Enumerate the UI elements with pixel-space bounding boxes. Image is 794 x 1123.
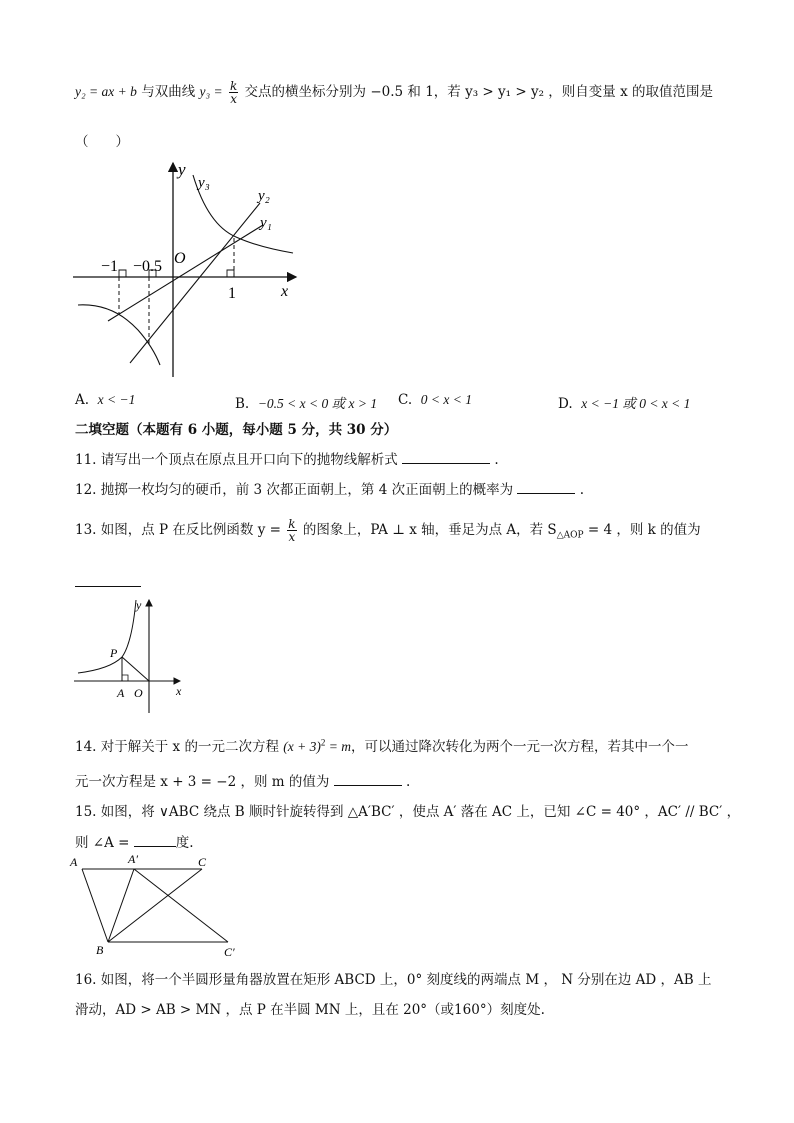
q14-equation: $(x + 3)^2 = m$ (283, 737, 351, 754)
q14-text-2: ，可以通过降次转化为两个一元一次方程，若其中一个一 (350, 739, 689, 755)
q13-text-1: 13. 如图，点 P 在反比例函数 y = (75, 522, 281, 538)
q10-label-y2: y₂ (258, 188, 270, 204)
q16-line-2: 滑动，AD > AB > MN ，点 P 在半圆 MN 上，且在 20°（或160°）刻度处. (75, 1002, 545, 1018)
q13-fraction: $\frac{k}{x}$ (288, 517, 296, 544)
q10-stem-text-2: 交点的横坐标分别为 −0.5 和 1，若 y₃ > y₁ > y₂ ，则自变量 x 的取值范围是 (244, 84, 713, 100)
q15-label-B: B (96, 943, 104, 957)
q11: 11. 请写出一个顶点在原点且开口向下的抛物线解析式 . (75, 452, 499, 468)
q13-subscript: △AOP (556, 530, 584, 541)
q13-label-P: P (110, 646, 118, 660)
q15-text-2: 度. (175, 835, 194, 851)
q10-label-y3: y₃ (198, 175, 210, 191)
q10-answer-paren: （ ） (75, 134, 129, 150)
q13-graph (70, 595, 195, 715)
q15-text-1: 则 ∠A = (75, 835, 130, 851)
q10-stem-text-1: 与双曲线 (141, 84, 196, 100)
q16-line-1: 16. 如图，将一个半圆形量角器放置在矩形 ABCD 上，0° 刻度线的两端点 M ， N 分别在边 AD ，AB 上 (75, 972, 712, 988)
q13 (75, 518, 701, 543)
q15-label-C1: C′ (224, 945, 235, 959)
q15-label-C: C (198, 855, 207, 869)
q14-answer-blank[interactable] (334, 773, 402, 786)
q14-line-1 (75, 735, 688, 755)
q10-fraction: $\frac{k}{x}$ (229, 79, 238, 106)
q13-label-y: y (136, 598, 142, 612)
q13-answer-blank[interactable] (75, 574, 141, 587)
q15-answer-blank[interactable] (134, 834, 176, 847)
q11-answer-blank[interactable] (402, 451, 490, 464)
q10-label-y: y (178, 160, 186, 179)
q15-label-A: A (70, 855, 78, 869)
q13-segment-PO (122, 657, 149, 681)
q10-line-y2 (130, 203, 260, 363)
q14-text-1: 14. 对于解关于 x 的一元二次方程 (75, 739, 279, 755)
q12-text: 12. 抛掷一枚均匀的硬币，前 3 次都正面朝上，第 4 次正面朝上的概率为 (75, 482, 514, 498)
q15-label-A1: A′ (128, 852, 138, 866)
q13-label-x: x (176, 684, 182, 698)
q10-option-b[interactable]: B. −0.5 < x < 0 或 x > 1 (235, 396, 378, 412)
q15-figure (68, 852, 248, 960)
q10-eq-y3: y₃ = (199, 84, 223, 99)
q10-line-y1 (108, 225, 263, 321)
q10-option-c[interactable]: C. 0 < x < 1 (398, 392, 472, 408)
q10-label-one: 1 (228, 285, 236, 302)
q10-option-a[interactable]: A. x < −1 (75, 392, 136, 408)
q15-line-2 (75, 831, 194, 851)
q10-label-x: x (281, 283, 289, 300)
q10-graph (68, 155, 308, 380)
q12: 12. 抛掷一枚均匀的硬币，前 3 次都正面朝上，第 4 次正面朝上的概率为 . (75, 482, 584, 498)
section2-title: 二填空题（本题有 6 小题，每小题 5 分，共 30 分） (75, 422, 398, 438)
q10-option-d[interactable]: D. x < −1 或 0 < x < 1 (558, 396, 691, 412)
q14-text-3: 元一次方程是 x + 3 = −2 ，则 m 的值为 (75, 774, 330, 790)
q10-label-O: O (174, 250, 186, 267)
q10-label-minus05: −0.5 (133, 258, 163, 275)
q13-text-2: 的图象上，PA ⊥ x 轴，垂足为点 A，若 S (302, 522, 557, 538)
q10-label-minus1: −1 (101, 258, 119, 275)
q10-eq-y2: y₂ = ax + b (75, 84, 137, 99)
q12-answer-blank[interactable] (517, 481, 575, 494)
q14-line-2: 元一次方程是 x + 3 = −2 ，则 m 的值为 . (75, 774, 411, 790)
q15-line-1: 15. 如图，将 ∨ABC 绕点 B 顺时针旋转得到 △A′BC′ ，使点 A′ 落在 AC 上，已知 ∠C = 40° ，AC′ // BC′ ， (75, 804, 741, 820)
q13-label-A: A (117, 686, 125, 700)
q10-stem (75, 80, 713, 105)
q11-text: 11. 请写出一个顶点在原点且开口向下的抛物线解析式 (75, 452, 398, 468)
q10-label-y1: y₁ (260, 215, 272, 231)
q13-label-O: O (134, 686, 143, 700)
q13-text-3: = 4 ，则 k 的值为 (583, 522, 701, 538)
